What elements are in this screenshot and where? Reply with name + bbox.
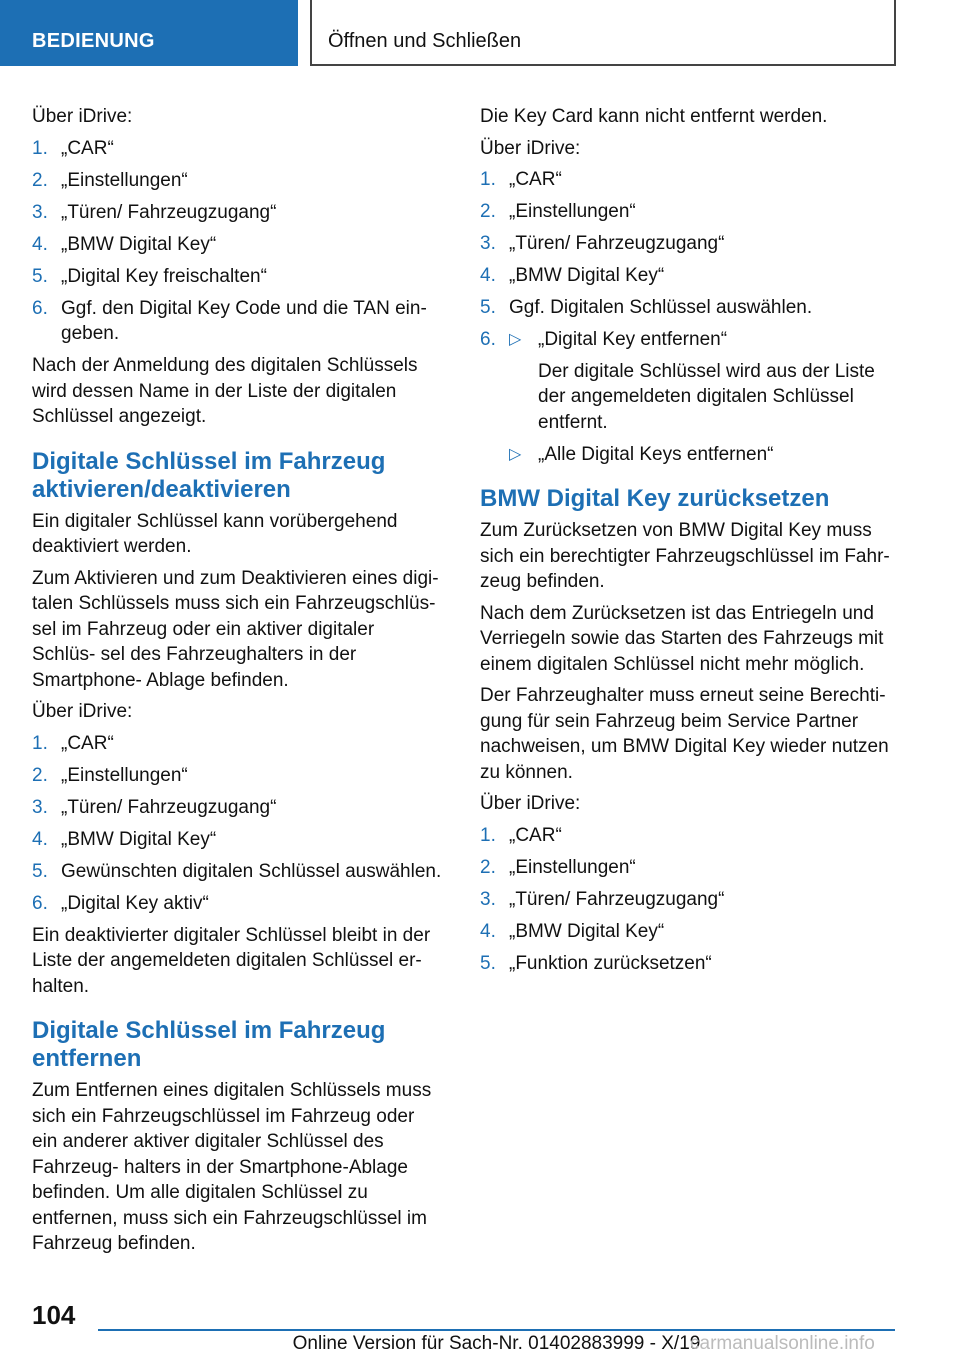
step-text: „CAR“ [509,169,562,190]
step-item [32,763,442,789]
steps-reset [480,823,895,977]
sub-option-text: „Digital Key entfernen“ [538,329,728,350]
step-text: „CAR“ [61,732,114,754]
step-text: „Türen/ Fahrzeugzugang“ [509,233,725,254]
step-number: 1. [32,732,48,754]
step-number: 2. [480,856,496,878]
step-number: 5. [32,860,48,882]
idrive-label: Über iDrive: [32,701,133,722]
step-number: 4. [480,920,496,942]
step-item [480,887,895,913]
paragraph: Ein digitaler Schlüssel kann vorübergehend deaktiviert werden. [32,510,398,557]
steps-register [32,136,442,347]
step-number: 4. [32,233,48,255]
step-item [480,919,895,945]
step-number: 4. [480,265,496,286]
step-text: „Einstellungen“ [509,856,636,878]
heading-remove: Digitale Schlüssel im Fahrzeug entfernen [32,1017,386,1072]
step-text: „Türen/ Fahrzeugzugang“ [61,201,277,223]
page-header [0,0,960,66]
step-number: 6. [32,892,48,914]
step-item [480,327,895,467]
step-text: „Einstellungen“ [61,169,188,191]
step-text: Ggf. den Digital Key Code und die TAN ein‐ geben. [61,297,427,344]
step-number: 1. [480,169,496,190]
step-item [32,795,442,821]
triangle-right-icon: ▷ [509,331,522,348]
step-item [32,200,442,226]
steps-activate [32,731,442,917]
triangle-right-icon: ▷ [509,445,522,463]
sub-option-text: „Alle Digital Keys entfernen“ [538,443,774,465]
online-version-note: Online Version für Sach-Nr. 01402883999 - X/19 [292,1333,701,1354]
step-number: 5. [480,952,496,974]
step-item [480,823,895,849]
step-text: „Türen/ Fahrzeugzugang“ [509,888,725,910]
step-item [32,731,442,757]
step-item [480,855,895,881]
step-item [480,231,895,257]
step-item [32,296,442,347]
step-text: „CAR“ [61,137,114,159]
step-text: „BMW Digital Key“ [509,920,665,942]
paragraph: Ein deaktivierter digitaler Schlüssel bleibt in der Liste der angemeldeten digitalen Schlüssel er‐ halten. [32,924,431,997]
step-item [32,891,442,917]
heading-activate: Digitale Schlüssel im Fahrzeug aktivieren/deaktivieren [32,447,386,503]
step-item [480,295,895,321]
step-text: „Türen/ Fahrzeugzugang“ [61,796,277,818]
step-item [480,263,895,289]
section-label: BEDIENUNG [0,0,298,66]
step-number: 3. [32,796,48,818]
step-number: 3. [480,233,496,254]
step-item [32,827,442,853]
idrive-label: Über iDrive: [480,137,581,159]
step-number: 6. [32,297,48,319]
step-text: „Digital Key freischalten“ [61,265,267,287]
footer-divider [98,1329,895,1331]
step-number: 5. [480,297,496,318]
step-item [32,232,442,258]
steps-remove [480,167,895,467]
step-text: „BMW Digital Key“ [61,828,217,850]
paragraph: Nach der Anmeldung des digitalen Schlüssels wird dessen Name in der Liste der digitalen Schlüssel angezeigt. [32,355,418,427]
right-column [480,104,895,983]
step-number: 1. [32,137,48,159]
heading-reset: BMW Digital Key zurücksetzen [480,485,830,512]
step-text: „Einstellungen“ [509,201,636,222]
paragraph: Der Fahrzeughalter muss erneut seine Berechti‐ gung für sein Fahrzeug beim Service Partner nachweisen, um BMW Digital Key wieder nutzen zu können. [480,685,889,783]
watermark: carmanualsonline.info [690,1333,875,1354]
idrive-label: Über iDrive: [480,793,581,814]
sub-option-desc: Der digitale Schlüssel wird aus der Liste der angemeldeten digitalen Schlüssel entfernt. [538,360,875,433]
paragraph: Zum Zurücksetzen von BMW Digital Key muss sich ein berechtigter Fahrzeugschlüssel im Fahr‐ zeug befinden. [480,520,890,592]
step-text: Gewünschten digitalen Schlüssel auswählen. [61,860,442,882]
idrive-label: Über iDrive: [32,106,133,127]
step-item [480,167,895,193]
step-number: 5. [32,265,48,287]
paragraph: Die Key Card kann nicht entfernt werden. [480,106,828,127]
sub-option [509,327,895,435]
step-text: „BMW Digital Key“ [61,233,217,255]
step-text: Ggf. Digitalen Schlüssel auswählen. [509,297,813,318]
chapter-title: Öffnen und Schließen [310,0,896,66]
step-number: 1. [480,824,496,846]
paragraph: Zum Entfernen eines digitalen Schlüssels muss sich ein Fahrzeugschlüssel im Fahrzeug oder ein anderer aktiver digitaler Schlüssel des Fahrzeug‐ halters in der Smartphone-Ablage befinden. Um alle digitalen Schlüssel zu entfernen, muss sich ein Fahrzeugschlüssel im Fahrzeug befinden. [32,1080,432,1254]
step-number: 3. [32,201,48,223]
step-number: 2. [32,764,48,786]
step-item [32,859,442,885]
sub-option [509,442,895,468]
paragraph: Zum Aktivieren und zum Deaktivieren eines digi‐ talen Schlüssels muss sich ein Fahrzeugschlüs‐ sel im Fahrzeug oder ein aktiver digitaler Schlüs‐ sel des Fahrzeughalters in der Smartphone- Ablage befinden. [32,567,439,691]
step-item [32,264,442,290]
left-column [32,104,442,1263]
step-number: 4. [32,828,48,850]
step-text: „Einstellungen“ [61,764,188,786]
step-item [32,136,442,162]
step-number: 3. [480,888,496,910]
sub-options [509,327,895,467]
step-text: „Digital Key aktiv“ [61,892,209,914]
step-number: 2. [480,201,496,222]
step-number: 2. [32,169,48,191]
step-item [480,951,895,977]
page-number: 104 [32,1300,76,1330]
step-number: 6. [480,329,496,350]
step-text: „Funktion zurücksetzen“ [509,952,712,974]
step-text: „CAR“ [509,824,562,846]
step-text: „BMW Digital Key“ [509,265,665,286]
paragraph: Nach dem Zurücksetzen ist das Entriegeln und Verriegeln sowie das Starten des Fahrzeugs mit einem digitalen Schlüssel nicht mehr möglich. [480,602,884,675]
step-item [32,168,442,194]
step-item [480,199,895,225]
